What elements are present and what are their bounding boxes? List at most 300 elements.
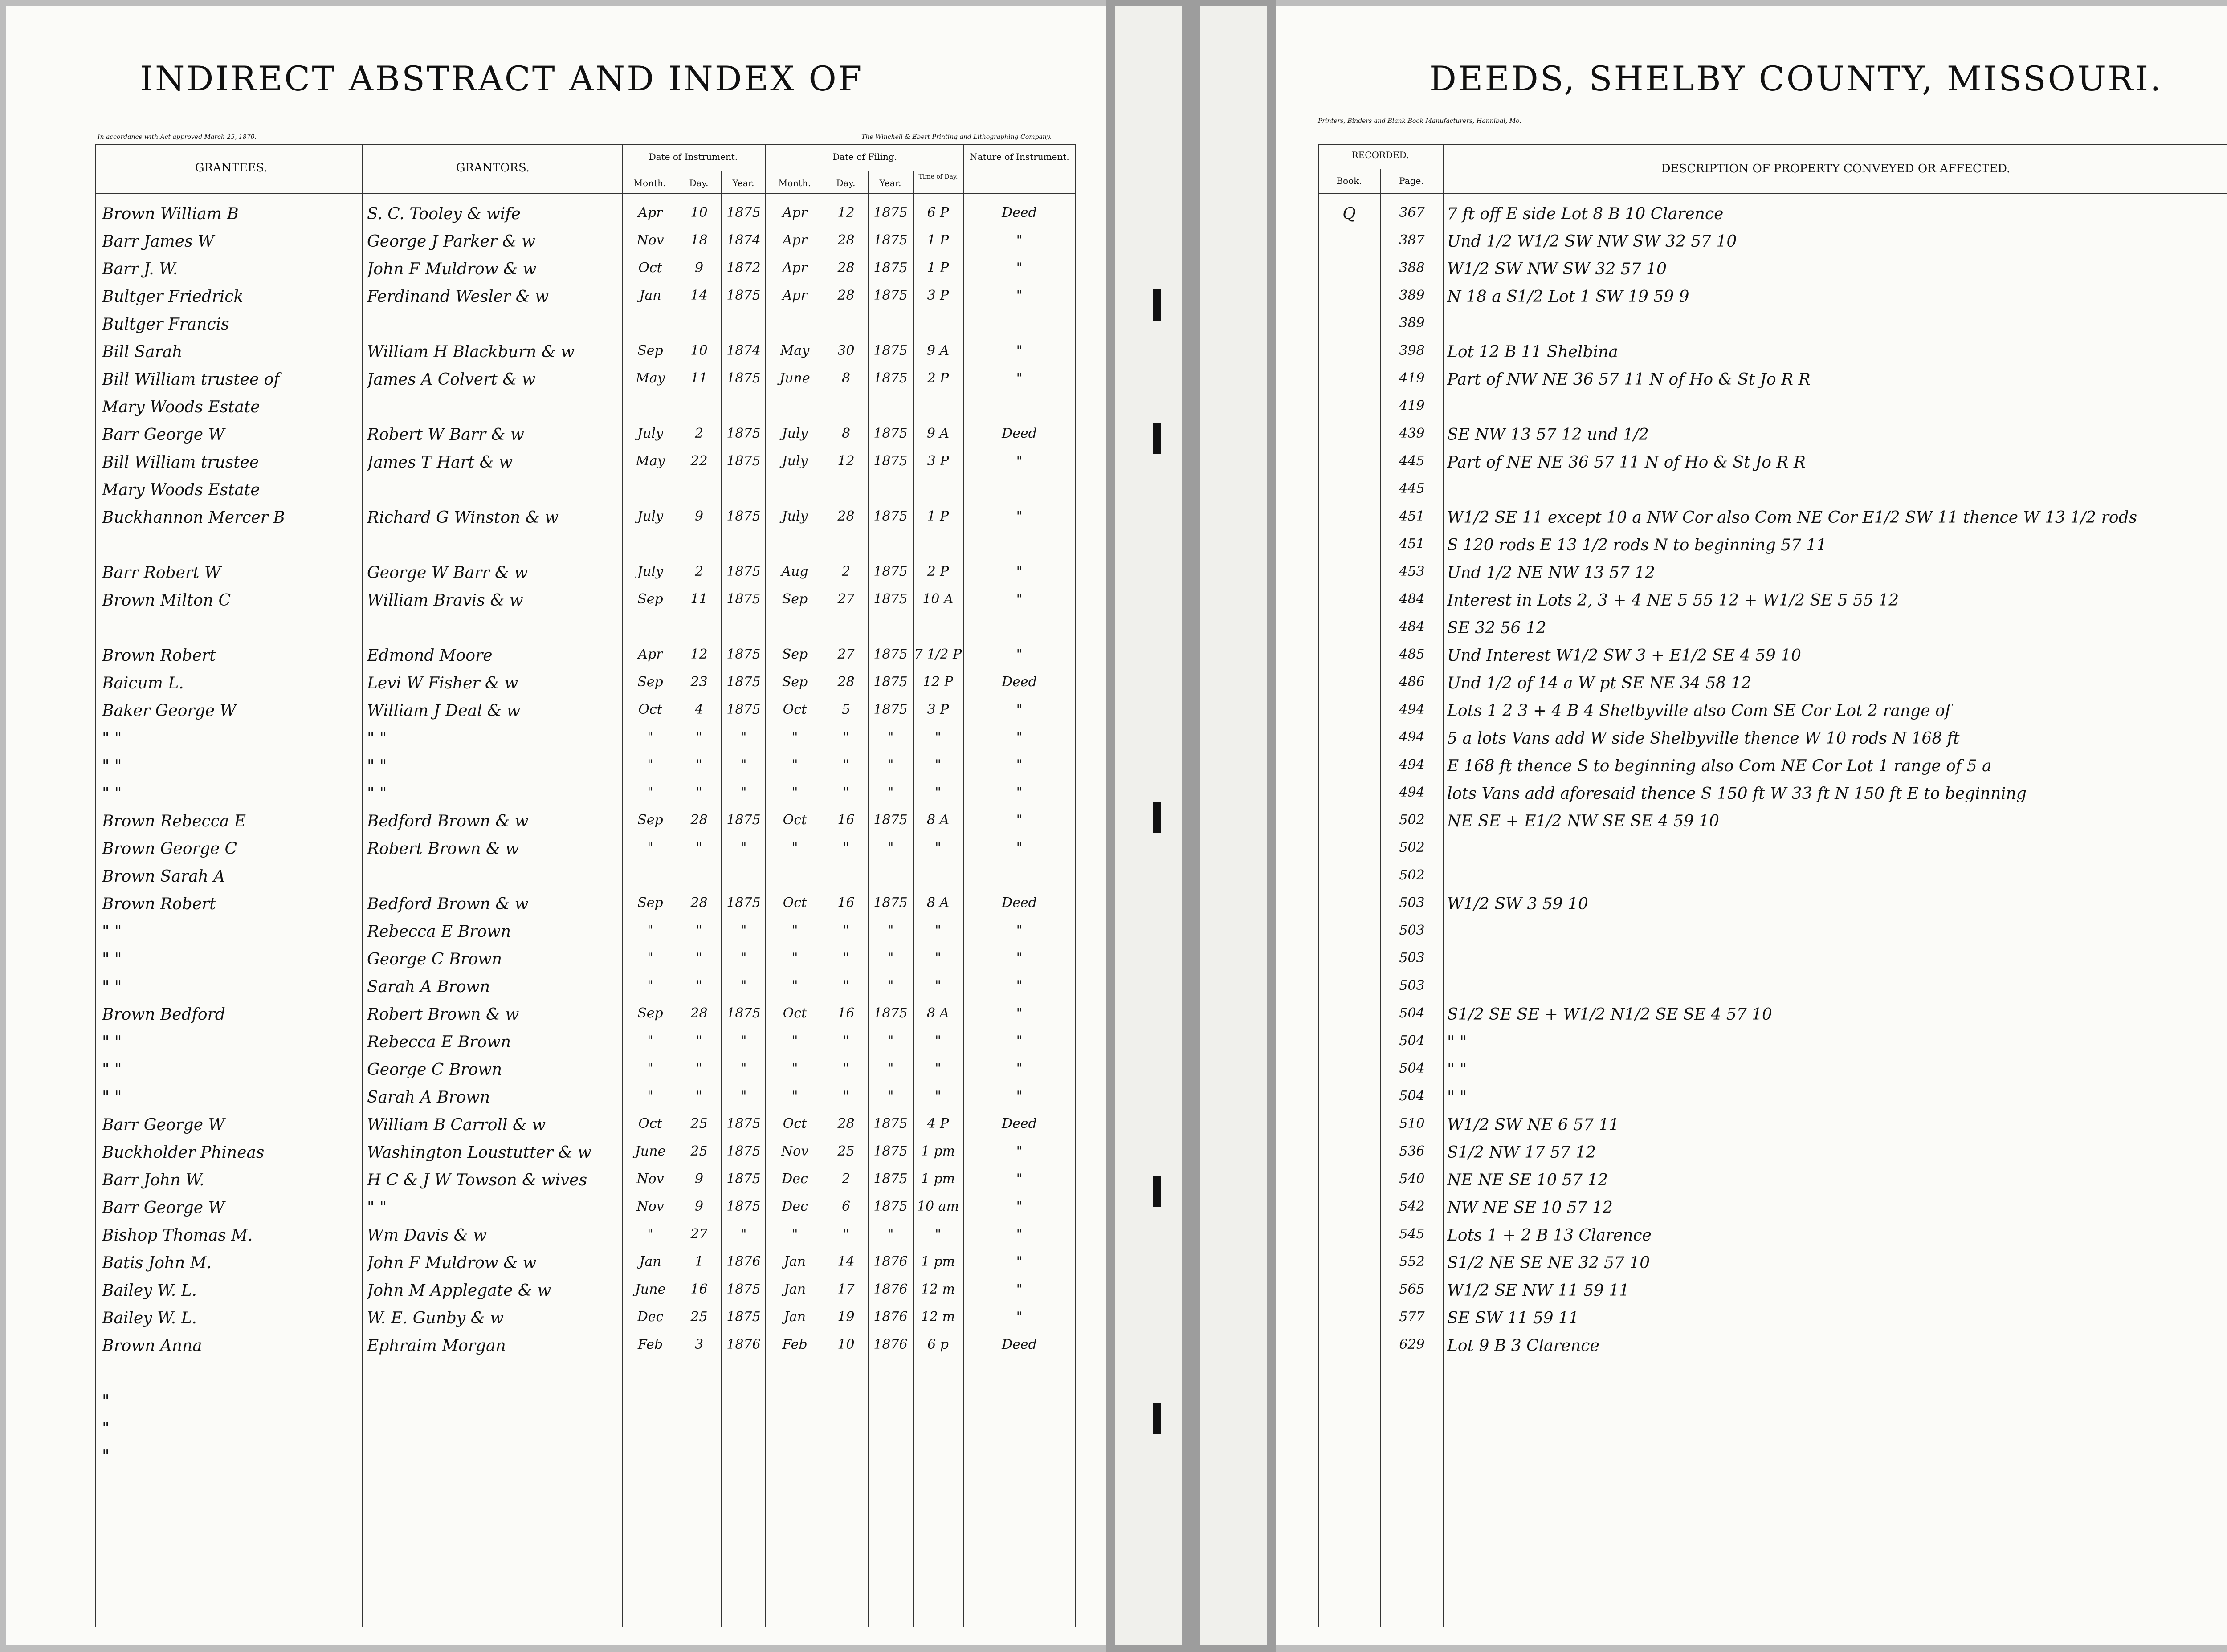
table-row (1276, 948, 2227, 975)
nature-cell: " (1016, 453, 1023, 469)
table-row (1276, 1196, 2227, 1224)
left-page-title: INDIRECT ABSTRACT AND INDEX OF (140, 59, 864, 98)
page-cell: 545 (1399, 1226, 1425, 1242)
time-of-day-cell: " (935, 1033, 941, 1049)
grantor-cell: George C Brown (367, 1061, 502, 1079)
table-row (1276, 1306, 2227, 1334)
page-cell: 502 (1399, 840, 1425, 855)
nature-cell: " (1016, 591, 1023, 607)
inst-year-cell: 1875 (726, 1005, 761, 1021)
time-of-day-cell: " (935, 950, 941, 966)
inst-day-cell: 9 (694, 509, 704, 524)
page-cell: 504 (1399, 1088, 1425, 1104)
inst-month-cell: June (635, 1282, 666, 1297)
time-of-day-cell: " (935, 1061, 941, 1076)
filing-day-cell: 10 (837, 1337, 855, 1352)
table-row (1276, 920, 2227, 948)
filing-year-cell: " (887, 950, 894, 966)
table-row (1276, 1003, 2227, 1030)
grantee-cell: Baicum L. (102, 674, 184, 692)
inst-day-cell: 2 (694, 564, 704, 579)
inst-month-cell: " (647, 785, 653, 800)
grantor-cell: " " (367, 729, 387, 748)
date-of-filing-header: Date of Filing. (832, 151, 897, 162)
filing-day-cell: 8 (841, 370, 851, 386)
grantor-cell: " " (367, 1199, 387, 1217)
table-row (1276, 395, 2227, 423)
inst-month-cell: Jan (639, 288, 661, 303)
table-row (6, 533, 1106, 561)
page-cell: 451 (1399, 536, 1425, 552)
grantor-cell: " " (367, 785, 387, 803)
binding-tab (1153, 802, 1161, 833)
book-header: Book. (1336, 175, 1362, 186)
inst-year-cell: 1875 (726, 426, 761, 441)
grantee-cell: Bill Sarah (102, 343, 183, 361)
inst-month-cell: Sep (637, 895, 663, 911)
inst-month-cell: July (637, 564, 663, 579)
inst-year-cell: 1875 (726, 205, 761, 220)
binding-tab (1153, 289, 1161, 321)
time-of-day-cell: 10 am (917, 1199, 959, 1214)
grantor-cell: William J Deal & w (367, 702, 521, 720)
table-row (1276, 1251, 2227, 1279)
page-cell: 453 (1399, 564, 1425, 579)
grantee-cell: " " (102, 1033, 122, 1051)
grantee-cell: Bill William trustee (102, 453, 259, 472)
table-row (1276, 975, 2227, 1003)
inst-day-cell: " (696, 1061, 702, 1076)
filing-year-cell: 1875 (873, 1143, 908, 1159)
nature-cell: Deed (1002, 674, 1037, 690)
nature-cell: " (1016, 1143, 1023, 1159)
table-row (6, 257, 1106, 285)
filing-day-cell: " (843, 978, 849, 993)
inst-month-cell: Sep (637, 343, 663, 358)
description-cell: NE SE + E1/2 NW SE SE 4 59 10 (1447, 812, 1719, 830)
filing-year-cell: 1875 (873, 895, 908, 911)
table-row (6, 1196, 1106, 1224)
description-cell: W1/2 SE 11 except 10 a NW Cor also Com NE Cor E1/2 SW 11 thence W 13 1/2 rods (1447, 509, 2137, 527)
table-row (1276, 506, 2227, 533)
recorded-header: RECORDED. (1351, 150, 1409, 160)
filing-month-cell: Apr (782, 232, 808, 248)
table-row (6, 395, 1106, 423)
filing-day-cell: 28 (837, 674, 855, 690)
filing-day-cell: 17 (837, 1282, 855, 1297)
description-cell: E 168 ft thence S to beginning also Com NE Cor Lot 1 range of 5 a (1447, 757, 1992, 775)
page-cell: 439 (1399, 426, 1425, 441)
filing-month-cell: Jan (783, 1254, 806, 1270)
inst-day-cell: 14 (690, 288, 708, 303)
inst-year-cell: " (740, 950, 747, 966)
grantee-cell: " (102, 1420, 110, 1438)
description-cell: Und Interest W1/2 SW 3 + E1/2 SE 4 59 10 (1447, 647, 1801, 665)
time-of-day-cell: 3 P (927, 702, 949, 717)
page-cell: 484 (1399, 591, 1425, 607)
table-row (1276, 589, 2227, 616)
printer-note-right: Printers, Binders and Blank Book Manufacturers, Hannibal, Mo. (1318, 118, 1521, 125)
grantee-cell: Brown Robert (102, 895, 216, 913)
grantor-cell: William H Blackburn & w (367, 343, 575, 361)
filing-year-cell: 1875 (873, 509, 908, 524)
filing-day-cell: 28 (837, 232, 855, 248)
description-cell: Und 1/2 NE NW 13 57 12 (1447, 564, 1655, 582)
table-row (6, 1417, 1106, 1444)
grantor-cell: Bedford Brown & w (367, 812, 529, 830)
binding-tab (1153, 423, 1161, 454)
inst-day-cell: 25 (690, 1309, 708, 1325)
inst-day-cell: " (696, 729, 702, 745)
right-page-title: DEEDS, SHELBY COUNTY, MISSOURI. (1429, 59, 2163, 98)
nature-cell: " (1016, 1088, 1023, 1104)
filing-month-cell: Apr (782, 260, 808, 276)
time-of-day-cell: 1 P (927, 232, 949, 248)
table-row (1276, 1030, 2227, 1058)
grantors-header: GRANTORS. (456, 161, 530, 175)
filing-month-cell: " (791, 785, 798, 800)
page-cell: 502 (1399, 812, 1425, 828)
inst-month-cell: Sep (637, 1005, 663, 1021)
filing-day-cell: " (843, 729, 849, 745)
filing-day-cell: 25 (837, 1143, 855, 1159)
page-cell: 504 (1399, 1061, 1425, 1076)
table-row (1276, 892, 2227, 920)
grantee-cell: " " (102, 757, 122, 775)
grantor-cell: Rebecca E Brown (367, 1033, 511, 1051)
filing-month-cell: Sep (782, 647, 808, 662)
filing-day-cell: " (843, 1061, 849, 1076)
inst-year-cell: 1875 (726, 812, 761, 828)
header-top-rule (95, 144, 1075, 145)
nature-cell: " (1016, 1254, 1023, 1270)
inst-day-cell: 28 (690, 1005, 708, 1021)
inst-day-cell: 22 (690, 453, 708, 469)
filing-month-cell: " (791, 729, 798, 745)
grantee-cell: Baker George W (102, 702, 237, 720)
filing-month-cell: Apr (782, 205, 808, 220)
page-cell: 503 (1399, 950, 1425, 966)
filing-day-cell: 8 (841, 426, 851, 441)
time-of-day-cell: 1 P (927, 260, 949, 276)
nature-cell: Deed (1002, 205, 1037, 220)
table-row (6, 478, 1106, 506)
inst-month-cell: Oct (638, 1116, 662, 1131)
grantee-cell: Bultger Francis (102, 315, 229, 334)
page-cell: 419 (1399, 398, 1425, 414)
page-cell: 451 (1399, 509, 1425, 524)
table-row (1276, 533, 2227, 561)
filing-year-cell: 1875 (873, 674, 908, 690)
time-of-day-cell: " (935, 923, 941, 938)
nature-cell: Deed (1002, 1337, 1037, 1352)
filing-year-cell: " (887, 840, 894, 855)
table-row (6, 1141, 1106, 1168)
description-cell: " " (1447, 1061, 1467, 1079)
page-cell: 494 (1399, 757, 1425, 773)
filing-year-cell: 1876 (873, 1282, 908, 1297)
table-row (6, 1251, 1106, 1279)
grantor-cell: Robert Brown & w (367, 1005, 519, 1024)
table-row (6, 1168, 1106, 1196)
inst-month-cell: May (636, 370, 665, 386)
page-cell: 398 (1399, 343, 1425, 358)
nature-cell: Deed (1002, 1116, 1037, 1131)
page-cell: 504 (1399, 1005, 1425, 1021)
nature-cell: " (1016, 1226, 1023, 1242)
nature-cell: " (1016, 509, 1023, 524)
inst-day-cell: 16 (690, 1282, 708, 1297)
page-cell: 388 (1399, 260, 1425, 276)
filing-day-cell: 16 (837, 895, 855, 911)
grantee-cell: Batis John M. (102, 1254, 212, 1272)
inst-month-cell: Nov (636, 232, 664, 248)
inst-month-cell: Sep (637, 812, 663, 828)
table-row (6, 810, 1106, 837)
description-cell: Und 1/2 of 14 a W pt SE NE 34 58 12 (1447, 674, 1752, 692)
grantee-cell: Barr George W (102, 1199, 225, 1217)
filing-year-cell: " (887, 1088, 894, 1104)
inst-month-cell: July (637, 509, 663, 524)
table-row (1276, 865, 2227, 892)
page-cell: 536 (1399, 1143, 1425, 1159)
table-row (1276, 230, 2227, 257)
description-cell: NE NE SE 10 57 12 (1447, 1171, 1608, 1189)
time-of-day-cell: 4 P (927, 1116, 949, 1131)
grantee-cell: " " (102, 1088, 122, 1107)
time-of-day-cell: " (935, 1088, 941, 1104)
grantor-cell: George C Brown (367, 950, 502, 968)
inst-day-cell: " (696, 1088, 702, 1104)
table-row (1276, 644, 2227, 671)
filing-month-cell: Oct (783, 1116, 807, 1131)
page-cell: 445 (1399, 481, 1425, 496)
time-of-day-header: Time of Day. (918, 173, 958, 180)
filing-year-cell: 1875 (873, 260, 908, 276)
grantor-cell: Richard G Winston & w (367, 509, 559, 527)
filing-day-cell: 2 (841, 1171, 851, 1187)
time-of-day-cell: 1 pm (921, 1171, 955, 1187)
nature-cell: " (1016, 812, 1023, 828)
page-cell: 494 (1399, 702, 1425, 717)
inst-day-cell: 2 (694, 426, 704, 441)
description-cell: Lot 12 B 11 Shelbina (1447, 343, 1618, 361)
description-cell: " " (1447, 1088, 1467, 1107)
inst-year-cell: 1875 (726, 674, 761, 690)
nature-cell: " (1016, 232, 1023, 248)
filing-month-cell: Oct (783, 895, 807, 911)
filing-day-cell: 12 (837, 205, 855, 220)
inst-day-cell: 9 (694, 260, 704, 276)
inst-month-cell: June (635, 1143, 666, 1159)
filing-day-cell: 28 (837, 260, 855, 276)
nature-cell: " (1016, 757, 1023, 773)
filing-year-cell: " (887, 785, 894, 800)
time-of-day-cell: 12 m (921, 1309, 955, 1325)
grantee-cell: Barr Robert W (102, 564, 221, 582)
inst-year-cell: 1875 (726, 288, 761, 303)
filing-day-header: Day. (836, 178, 856, 188)
grantee-cell: Buckholder Phineas (102, 1143, 265, 1162)
grantor-cell: John F Muldrow & w (367, 1254, 537, 1272)
inst-month-cell: " (647, 1088, 653, 1104)
inst-day-cell: 28 (690, 812, 708, 828)
description-cell: S 120 rods E 13 1/2 rods N to beginning 57 11 (1447, 536, 1827, 554)
nature-cell: " (1016, 1309, 1023, 1325)
filing-month-header: Month. (778, 178, 811, 188)
page-cell: 510 (1399, 1116, 1425, 1131)
inst-year-cell: 1875 (726, 1116, 761, 1131)
table-row (1276, 782, 2227, 810)
inst-day-cell: 11 (690, 370, 708, 386)
description-cell: W1/2 SW NE 6 57 11 (1447, 1116, 1619, 1134)
inst-day-cell: 27 (690, 1226, 708, 1242)
filing-year-cell: " (887, 1033, 894, 1049)
grantee-cell: Bailey W. L. (102, 1309, 197, 1327)
grantee-cell: Brown Milton C (102, 591, 231, 610)
filing-year-cell: " (887, 729, 894, 745)
grantor-cell: William Bravis & w (367, 591, 523, 610)
grantee-cell: Buckhannon Mercer B (102, 509, 285, 527)
grantee-cell: Mary Woods Estate (102, 481, 260, 499)
table-row (1276, 340, 2227, 368)
grantee-cell: Barr John W. (102, 1171, 204, 1189)
filing-month-cell: July (782, 509, 808, 524)
nature-cell: " (1016, 1171, 1023, 1187)
table-row (6, 1279, 1106, 1306)
inst-year-cell: 1876 (726, 1337, 761, 1352)
filing-day-cell: 19 (837, 1309, 855, 1325)
time-of-day-cell: 2 P (927, 564, 949, 579)
filing-month-cell: Oct (783, 1005, 807, 1021)
inst-year-cell: " (740, 785, 747, 800)
inst-day-cell: 9 (694, 1199, 704, 1214)
grantor-cell: James A Colvert & w (367, 370, 536, 389)
inst-day-cell: " (696, 978, 702, 993)
table-row (6, 230, 1106, 257)
grantor-cell: George J Parker & w (367, 232, 535, 251)
inst-year-cell: 1875 (726, 591, 761, 607)
filing-day-cell: 16 (837, 812, 855, 828)
inst-day-cell: 4 (694, 702, 704, 717)
table-row (6, 1224, 1106, 1251)
filing-year-cell: 1875 (873, 1171, 908, 1187)
grantor-cell: James T Hart & w (367, 453, 513, 472)
filing-year-cell: " (887, 1226, 894, 1242)
filing-year-cell: " (887, 757, 894, 773)
grantor-cell: Robert W Barr & w (367, 426, 524, 444)
filing-month-cell: July (782, 426, 808, 441)
page-header: Page. (1399, 175, 1424, 186)
page-cell: 552 (1399, 1254, 1425, 1270)
time-of-day-cell: 1 pm (921, 1143, 955, 1159)
grantor-cell: Ephraim Morgan (367, 1337, 506, 1355)
nature-cell: " (1016, 729, 1023, 745)
description-cell: N 18 a S1/2 Lot 1 SW 19 59 9 (1447, 288, 1689, 306)
table-row (6, 202, 1106, 230)
table-row (1276, 313, 2227, 340)
filing-month-cell: Dec (782, 1199, 808, 1214)
nature-cell: " (1016, 702, 1023, 717)
grantor-cell: William B Carroll & w (367, 1116, 546, 1134)
time-of-day-cell: 6 P (927, 205, 949, 220)
grantee-cell: Barr J. W. (102, 260, 178, 278)
time-of-day-cell: 1 pm (921, 1254, 955, 1270)
gutter-paper-left (1115, 6, 1182, 1645)
filing-year-cell: 1875 (873, 812, 908, 828)
inst-year-cell: " (740, 1033, 747, 1049)
description-cell: Part of NE NE 36 57 11 N of Ho & St Jo R R (1447, 453, 1806, 472)
time-of-day-cell: 1 P (927, 509, 949, 524)
description-cell: 7 ft off E side Lot 8 B 10 Clarence (1447, 205, 1724, 223)
inst-day-cell: " (696, 950, 702, 966)
grantee-cell: Brown Bedford (102, 1005, 225, 1024)
filing-month-cell: " (791, 757, 798, 773)
page-cell: 367 (1399, 205, 1425, 220)
inst-year-cell: " (740, 840, 747, 855)
grantee-cell: Bailey W. L. (102, 1282, 197, 1300)
filing-year-cell: 1876 (873, 1309, 908, 1325)
table-row (1276, 368, 2227, 395)
inst-year-header: Year. (732, 178, 755, 188)
grantee-cell: " " (102, 785, 122, 803)
inst-month-cell: Sep (637, 674, 663, 690)
description-cell: SE 32 56 12 (1447, 619, 1546, 637)
nature-cell: " (1016, 370, 1023, 386)
page-cell: 629 (1399, 1337, 1425, 1352)
table-row (1276, 837, 2227, 865)
description-cell: Lot 9 B 3 Clarence (1447, 1337, 1599, 1355)
table-row (6, 1389, 1106, 1417)
header-bottom-rule (1318, 193, 2227, 194)
date-of-instrument-header: Date of Instrument. (649, 151, 738, 162)
page-cell: 445 (1399, 453, 1425, 469)
time-of-day-cell: 9 A (926, 343, 950, 358)
inst-day-cell: " (696, 785, 702, 800)
table-row (1276, 1334, 2227, 1362)
table-row (6, 948, 1106, 975)
inst-day-cell: 12 (690, 647, 708, 662)
filing-year-cell: 1875 (873, 426, 908, 441)
table-row (1276, 1058, 2227, 1086)
inst-year-cell: 1875 (726, 895, 761, 911)
grantee-cell: " (102, 1447, 110, 1465)
inst-month-cell: " (647, 1226, 653, 1242)
table-row (1276, 1086, 2227, 1113)
inst-day-cell: 25 (690, 1116, 708, 1131)
description-cell: W1/2 SW 3 59 10 (1447, 895, 1588, 913)
filing-day-cell: 28 (837, 288, 855, 303)
right-ledger-page (1276, 6, 2227, 1645)
book-cell: Q (1342, 205, 1356, 223)
description-cell: Part of NW NE 36 57 11 N of Ho & St Jo R R (1447, 370, 1811, 389)
table-row (6, 699, 1106, 727)
filing-month-cell: Jan (783, 1309, 806, 1325)
table-row (6, 727, 1106, 754)
inst-month-cell: Oct (638, 260, 662, 276)
inst-year-cell: 1875 (726, 1309, 761, 1325)
table-row (1276, 451, 2227, 478)
binding-tab (1153, 1403, 1161, 1434)
table-row (1276, 257, 2227, 285)
inst-year-cell: 1875 (726, 1199, 761, 1214)
nature-cell: " (1016, 288, 1023, 303)
page-cell: 387 (1399, 232, 1425, 248)
page-cell: 502 (1399, 867, 1425, 883)
grantor-cell: Wm Davis & w (367, 1226, 487, 1245)
filing-year-cell: 1875 (873, 1116, 908, 1131)
nature-cell: " (1016, 923, 1023, 938)
